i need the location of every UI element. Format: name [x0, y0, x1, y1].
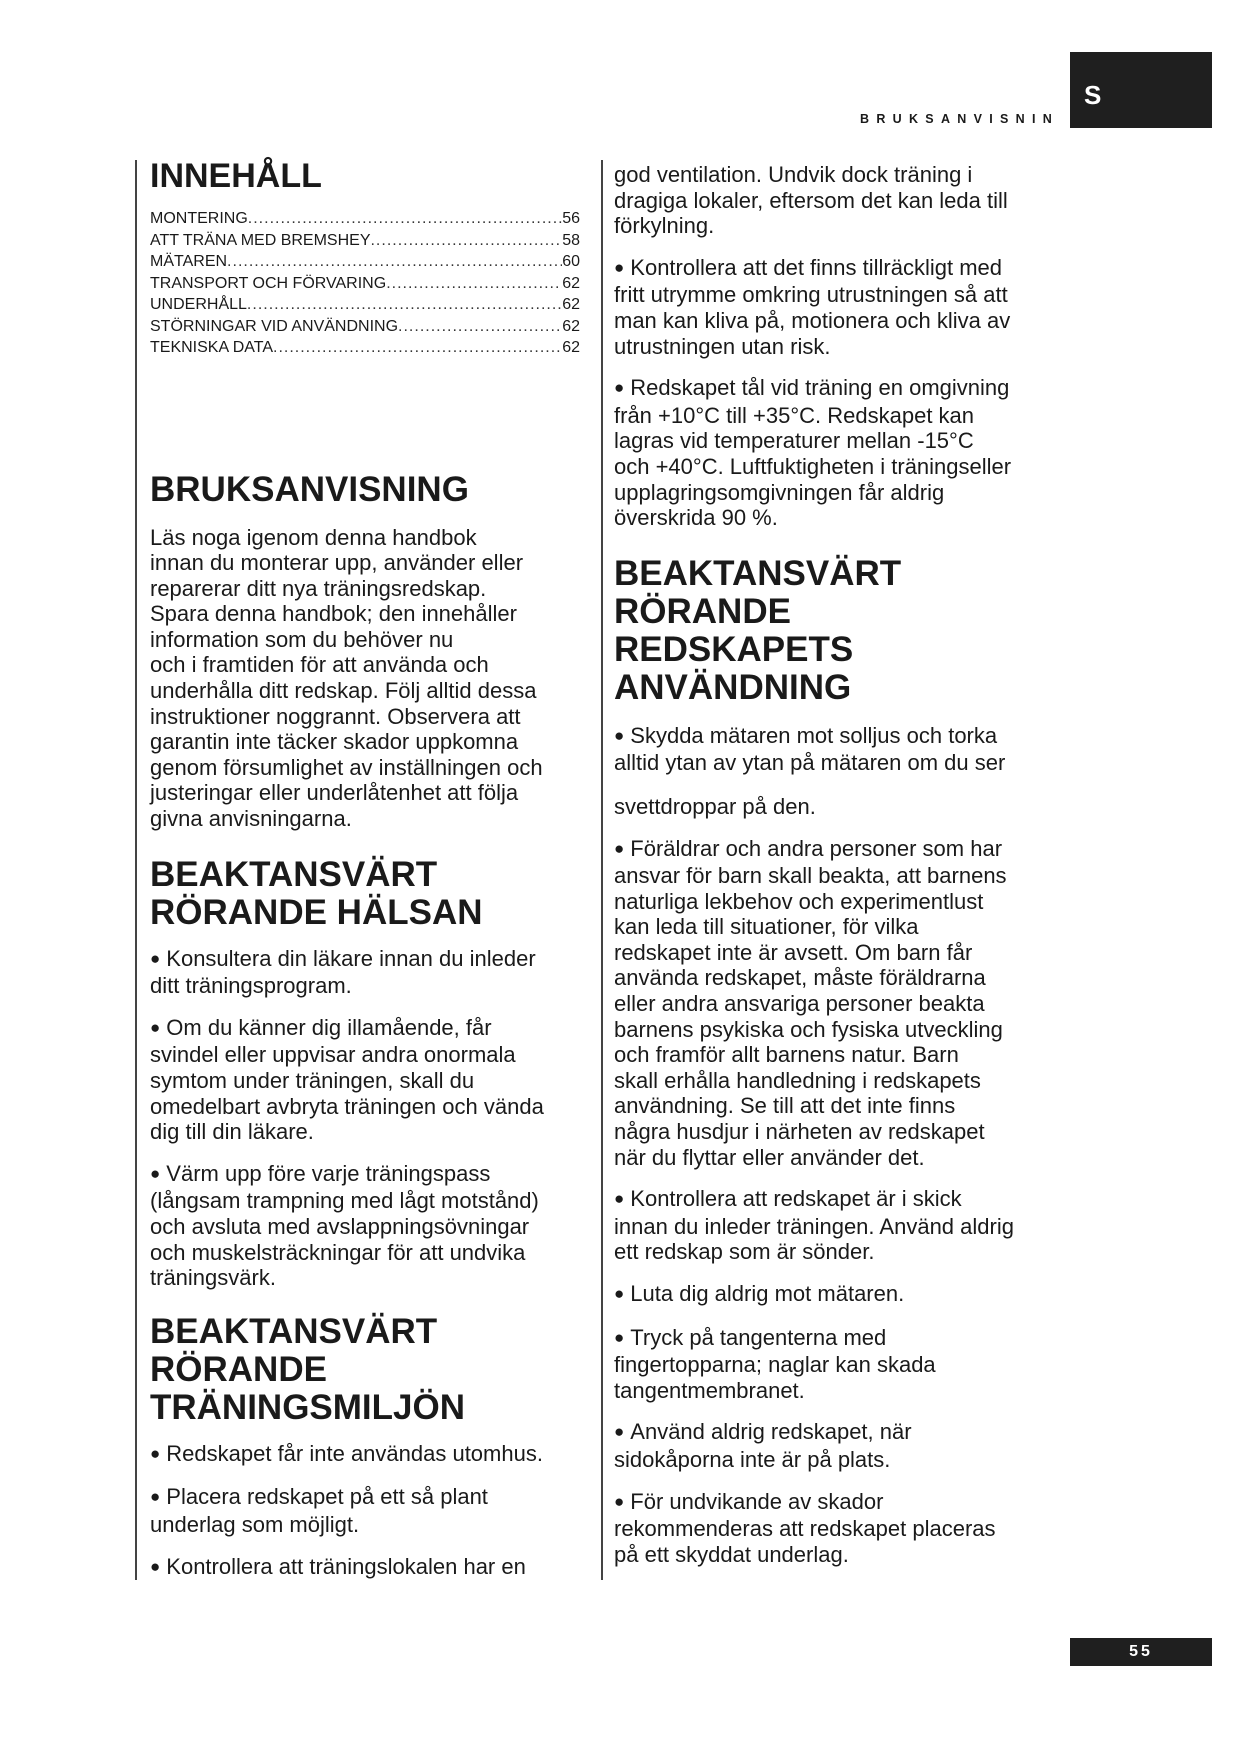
miljon-bullet-continuation: god ventilation. Undvik dock träning i dragiga lokaler, eftersom det kan leda till förkylning.: [614, 162, 1008, 239]
toc-entry: ATT TRÄNA MED BREMSHEY ..... 58: [150, 230, 580, 252]
halsan-bullet: ● Om du känner dig illamående, får svindel eller uppvisar andra onormala symtom under träningen, skall du omedelbart avbryta träningen och vända dig till din läkare.: [150, 1015, 580, 1145]
anvandning-bullet: ● Tryck på tangenterna med fingertopparna; naglar kan skada tangentmembranet.: [614, 1325, 1054, 1404]
miljon-heading: BEAKTANSVÄRT RÖRANDE TRÄNINGSMILJÖN: [150, 1311, 465, 1427]
toc-entry: UNDERHÅLL ..... 62: [150, 294, 580, 316]
halsan-bullet: ● Konsultera din läkare innan du inleder ditt träningsprogram.: [150, 946, 580, 999]
language-tab: [1070, 52, 1212, 128]
anvandning-bullet: ● Föräldrar och andra personer som har ansvar för barn skall beakta, att barnens naturliga lekbehov och experimentlust kan leda till situationer, för vilka redskapet inte är avsett. Om barn får använda redskapet, måste föräldrarna eller andra ansvariga personer beakta barnens psykiska och fysiska utveckling och framför allt barnens natur. Barn skall erhålla handledning i redskapets användning. Se till att det inte finns några husdjur i närheten av redskapet när du flyttar eller använder det.: [614, 836, 1054, 1171]
miljon-bullet: ● Redskapet tål vid träning en omgivning från +10°C till +35°C. Redskapet kan lagras vid temperaturer mellan -15°C och +40°C. Luftfuktigheten i träningseller upplagringsomgivningen får aldrig överskrida 90 %.: [614, 375, 1054, 531]
page-number: 55: [1070, 1638, 1212, 1666]
anvandning-bullet: ● Luta dig aldrig mot mätaren.: [614, 1281, 1054, 1309]
left-column-rule: [135, 160, 137, 1580]
toc-entry: STÖRNINGAR VID ANVÄNDNING ..... 62: [150, 316, 580, 338]
anvandning-bullet: ● För undvikande av skador rekommenderas att redskapet placeras på ett skyddat underlag.: [614, 1489, 1054, 1568]
language-code: S: [1084, 80, 1102, 110]
right-column-rule: [601, 160, 603, 1580]
halsan-bullet: ● Värm upp före varje träningspass (långsam trampning med lågt motstånd) och avsluta med avslappningsövningar och muskelsträckningar för att undvika träningsvärk.: [150, 1161, 580, 1291]
right-column: [614, 162, 1054, 1567]
toc-entry: MONTERING ..... 56: [150, 208, 580, 230]
bruksanvisning-heading: BRUKSANVISNING: [150, 469, 469, 509]
table-of-contents: [150, 208, 580, 359]
toc-entry: TEKNISKA DATA ..... 62: [150, 337, 580, 359]
anvandning-bullet: ● Använd aldrig redskapet, när sidokåporna inte är på plats.: [614, 1419, 1054, 1472]
miljon-bullet: ● Placera redskapet på ett så plant underlag som möjligt.: [150, 1484, 580, 1537]
miljon-bullet: ● Kontrollera att det finns tillräckligt med fritt utrymme omkring utrustningen så att man kan kliva på, motionera och kliva av utrustningen utan risk.: [614, 255, 1054, 359]
anvandning-heading: BEAKTANSVÄRT RÖRANDE REDSKAPETS ANVÄNDNING: [614, 553, 902, 707]
miljon-bullet: ● Kontrollera att träningslokalen har en: [150, 1554, 580, 1582]
toc-title: INNEHÅLL: [150, 157, 322, 195]
bruksanvisning-text: Läs noga igenom denna handbok innan du monterar upp, använder eller reparerar ditt nya träningsredskap. Spara denna handbok; den innehåller information som du behöver nu och i framtiden för att använda och underhålla ditt redskap. Följ alltid dessa instruktioner noggrannt. Observera att garantin inte täcker skador uppkomna genom försumlighet av inställningen och justeringar eller underlåtenhet att följa givna anvisningarna.: [150, 524, 543, 832]
header-section-label: BRUKSANVISNIN: [860, 112, 1060, 126]
anvandning-bullet: ● Kontrollera att redskapet är i skick innan du inleder träningen. Använd aldrig ett redskap som är sönder.: [614, 1186, 1054, 1265]
toc-entry: MÄTAREN ..... 60: [150, 251, 580, 273]
toc-entry: TRANSPORT OCH FÖRVARING ..... 62: [150, 273, 580, 295]
anvandning-bullet: ● Skydda mätaren mot solljus och torka alltid ytan av ytan på mätaren om du ser svettdroppar på den.: [614, 723, 1054, 820]
left-column: [150, 158, 580, 1581]
halsan-heading: BEAKTANSVÄRT RÖRANDE HÄLSAN: [150, 854, 483, 932]
miljon-bullet: ● Redskapet får inte användas utomhus.: [150, 1441, 580, 1469]
